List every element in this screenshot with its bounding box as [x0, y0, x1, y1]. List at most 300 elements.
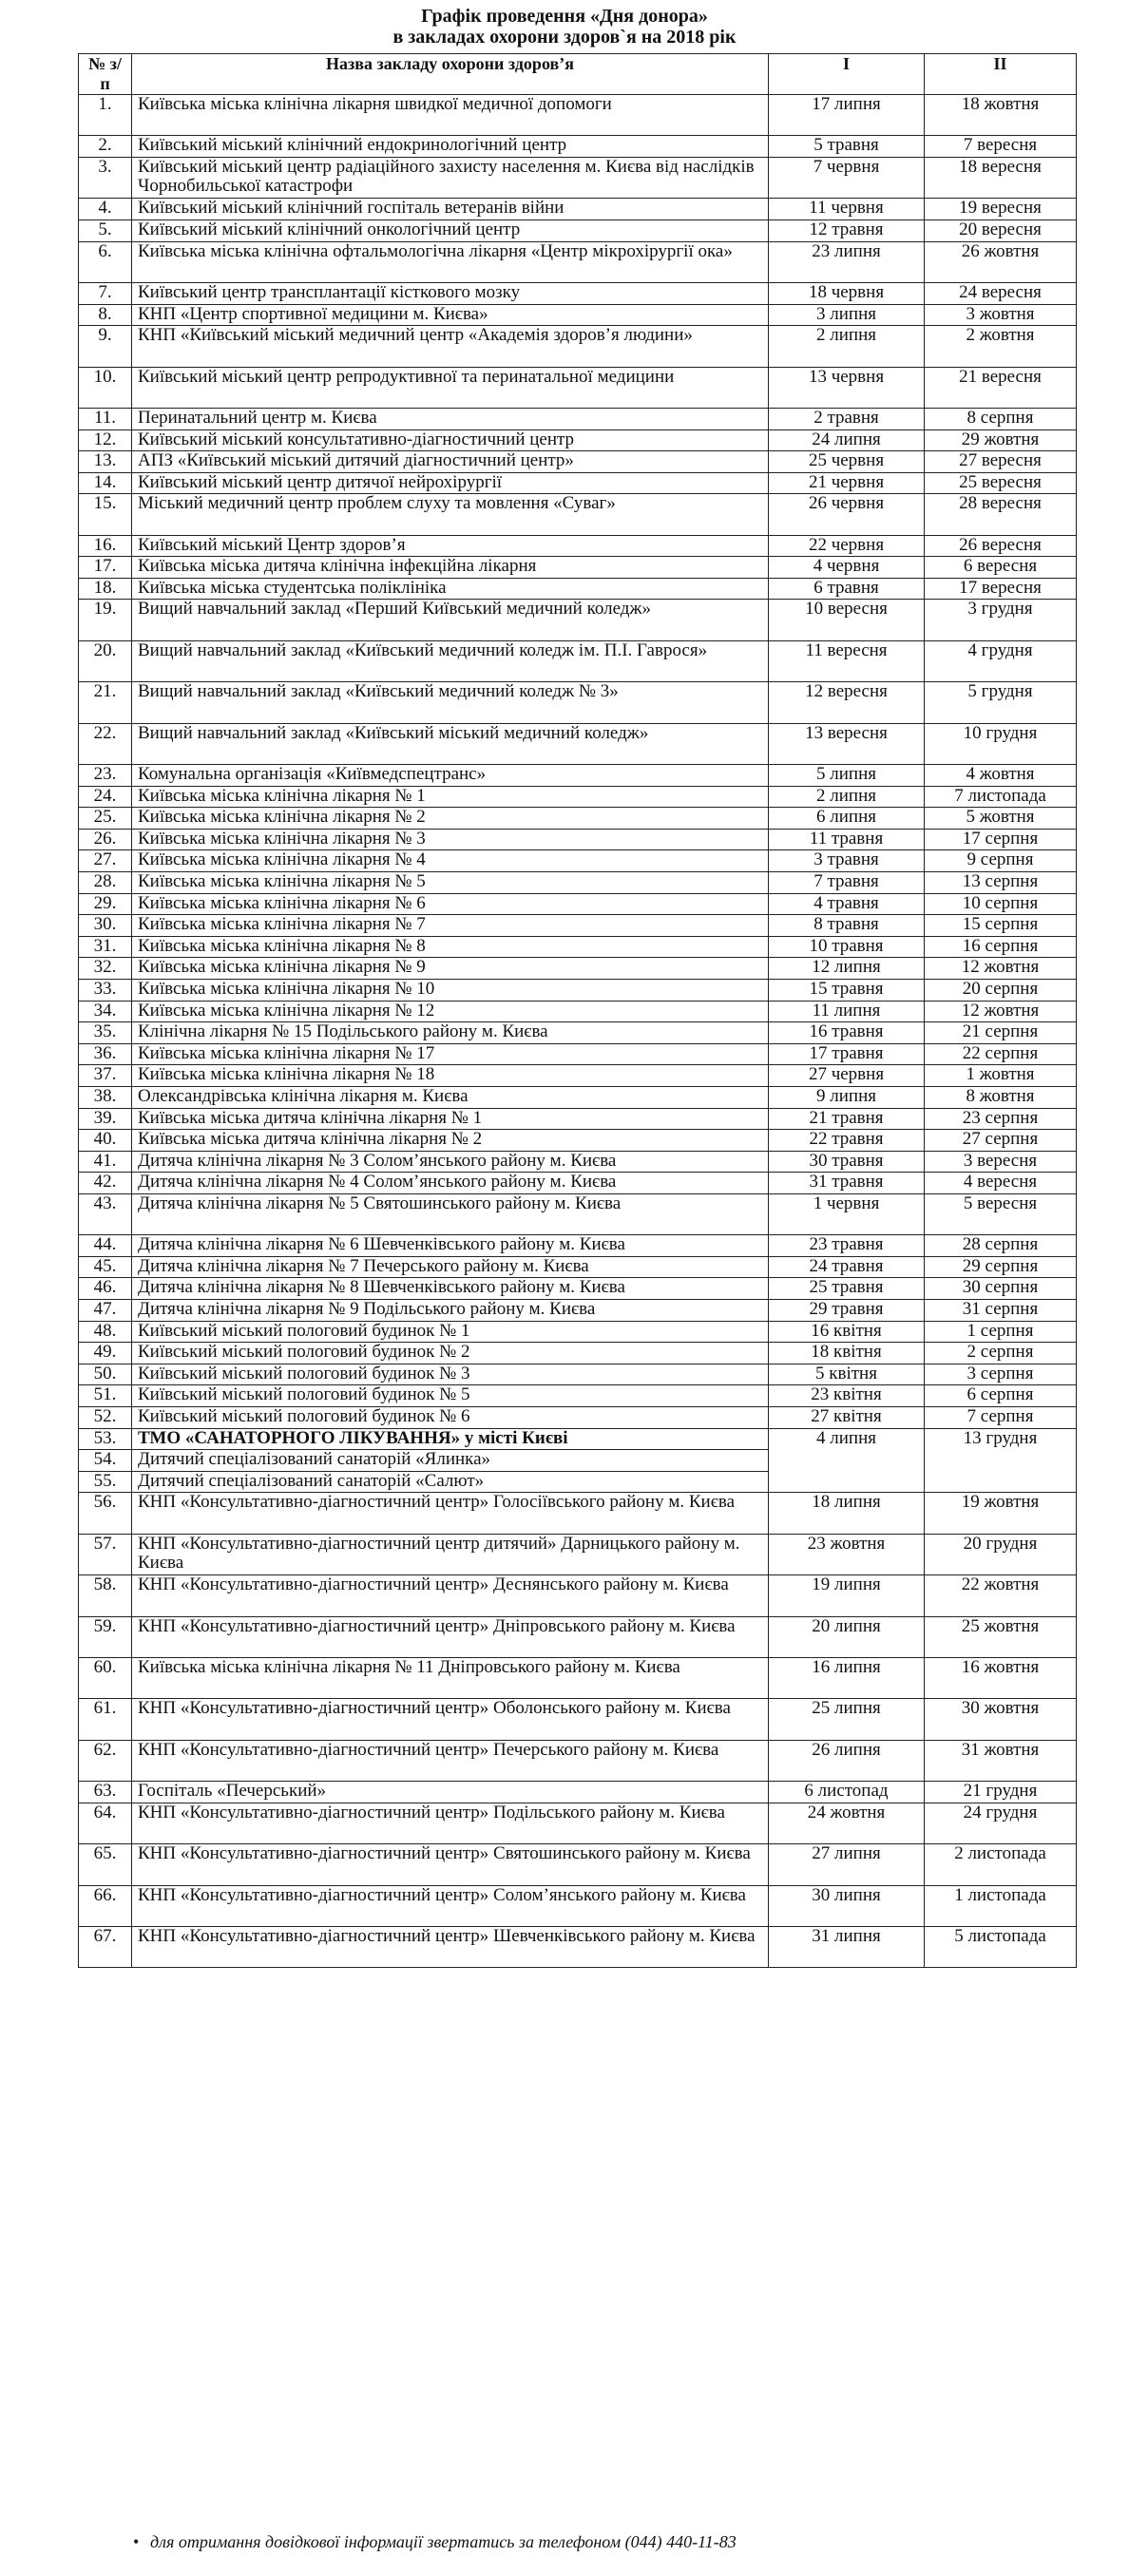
- institution-name: Київський міський клінічний госпіталь ветеранів війни: [132, 199, 769, 220]
- second-date: 5 листопада: [925, 1926, 1077, 1967]
- second-date: 15 серпня: [925, 915, 1077, 937]
- second-date: 18 вересня: [925, 157, 1077, 198]
- table-row: [79, 936, 1077, 958]
- table-header-row: [79, 54, 1077, 95]
- second-date: 7 вересня: [925, 136, 1077, 158]
- table-row: [79, 95, 1077, 136]
- table-row: [79, 682, 1077, 723]
- institution-name: КНП «Консультативно-діагностичний центр» Деснянського району м. Києва: [132, 1575, 769, 1616]
- second-date: 4 грудня: [925, 640, 1077, 681]
- donor-schedule-table: [78, 53, 1077, 1968]
- institution-name: Дитяча клінічна лікарня № 9 Подільського району м. Києва: [132, 1300, 769, 1322]
- title-line-1: Графік проведення «Дня донора»: [421, 6, 708, 27]
- first-date: 31 липня: [769, 1926, 925, 1967]
- first-date: 1 червня: [769, 1193, 925, 1234]
- row-number: 50.: [79, 1364, 132, 1385]
- table-row: [79, 1699, 1077, 1740]
- table-row: [79, 367, 1077, 408]
- second-date: 4 вересня: [925, 1173, 1077, 1194]
- row-number: 60.: [79, 1657, 132, 1698]
- institution-name: Дитяча клінічна лікарня № 3 Солом’янського району м. Києва: [132, 1151, 769, 1173]
- second-date: 25 жовтня: [925, 1616, 1077, 1657]
- table-row: [79, 915, 1077, 937]
- second-date: 2 жовтня: [925, 326, 1077, 367]
- table-row: [79, 640, 1077, 681]
- first-date: 3 липня: [769, 304, 925, 326]
- institution-name: КНП «Консультативно-діагностичний центр» Святошинського району м. Києва: [132, 1844, 769, 1885]
- table-row: [79, 1782, 1077, 1803]
- institution-name: Київський міський пологовий будинок № 6: [132, 1407, 769, 1429]
- second-date: 3 грудня: [925, 600, 1077, 640]
- table-row: [79, 219, 1077, 241]
- table-row: [79, 1001, 1077, 1022]
- institution-name: Київський центр трансплантації кісткового мозку: [132, 282, 769, 304]
- table-row: [79, 1343, 1077, 1364]
- table-row: [79, 535, 1077, 557]
- institution-name: Київська міська клінічна лікарня № 17: [132, 1043, 769, 1065]
- row-number: 37.: [79, 1065, 132, 1087]
- first-date: 20 липня: [769, 1616, 925, 1657]
- footnote: [133, 2531, 1083, 2552]
- row-number: 17.: [79, 557, 132, 579]
- row-number: 52.: [79, 1407, 132, 1429]
- second-date: 16 жовтня: [925, 1657, 1077, 1698]
- second-date: 12 жовтня: [925, 958, 1077, 980]
- second-date: 17 вересня: [925, 578, 1077, 600]
- first-date: 21 травня: [769, 1108, 925, 1130]
- institution-name: Київська міська клінічна лікарня № 1: [132, 786, 769, 808]
- row-number: 22.: [79, 723, 132, 764]
- second-date: 1 жовтня: [925, 1065, 1077, 1087]
- table-row: [79, 1065, 1077, 1087]
- second-date: 28 вересня: [925, 494, 1077, 535]
- first-date: 5 липня: [769, 765, 925, 787]
- first-date: 23 липня: [769, 241, 925, 282]
- second-date: 22 серпня: [925, 1043, 1077, 1065]
- second-date: 29 жовтня: [925, 429, 1077, 451]
- second-date: 31 жовтня: [925, 1740, 1077, 1781]
- first-date: 4 липня: [769, 1428, 925, 1493]
- table-row: [79, 136, 1077, 158]
- row-number: 6.: [79, 241, 132, 282]
- table-row: [79, 1493, 1077, 1534]
- table-row: [79, 1256, 1077, 1278]
- institution-name: Київська міська клінічна лікарня № 5: [132, 872, 769, 894]
- table-row: [79, 1616, 1077, 1657]
- table-row: [79, 1575, 1077, 1616]
- row-number: 8.: [79, 304, 132, 326]
- second-date: 6 вересня: [925, 557, 1077, 579]
- first-date: 11 травня: [769, 829, 925, 850]
- row-number: 65.: [79, 1844, 132, 1885]
- first-date: 18 квітня: [769, 1343, 925, 1364]
- table-row: [79, 1803, 1077, 1843]
- row-number: 29.: [79, 893, 132, 915]
- second-date: 21 вересня: [925, 367, 1077, 408]
- first-date: 15 травня: [769, 979, 925, 1001]
- first-date: 30 липня: [769, 1885, 925, 1926]
- institution-name: Київський міський центр дитячої нейрохірургії: [132, 472, 769, 494]
- institution-name: КНП «Центр спортивної медицини м. Києва»: [132, 304, 769, 326]
- first-date: 11 липня: [769, 1001, 925, 1022]
- table-row: [79, 241, 1077, 282]
- institution-name: Київський міський Центр здоров’я: [132, 535, 769, 557]
- second-date: 3 жовтня: [925, 304, 1077, 326]
- table-row: [79, 1086, 1077, 1108]
- first-date: 23 квітня: [769, 1385, 925, 1407]
- first-date: 5 травня: [769, 136, 925, 158]
- table-row: [79, 723, 1077, 764]
- row-number: 61.: [79, 1699, 132, 1740]
- second-date: 20 серпня: [925, 979, 1077, 1001]
- first-date: 12 вересня: [769, 682, 925, 723]
- institution-name: Київська міська клінічна лікарня № 18: [132, 1065, 769, 1087]
- table-row: [79, 199, 1077, 220]
- first-date: 8 травня: [769, 915, 925, 937]
- table-row: [79, 765, 1077, 787]
- document-title: [0, 6, 1129, 48]
- first-date: 10 вересня: [769, 600, 925, 640]
- row-number: 28.: [79, 872, 132, 894]
- footnote-text: для отримання довідкової інформації звертатись за телефоном (044) 440-11-83: [150, 2532, 737, 2551]
- institution-name: Міський медичний центр проблем слуху та мовлення «Суваг»: [132, 494, 769, 535]
- institution-name: Дитяча клінічна лікарня № 7 Печерського району м. Києва: [132, 1256, 769, 1278]
- institution-name: Київська міська клінічна лікарня № 12: [132, 1001, 769, 1022]
- institution-name: Київський міський пологовий будинок № 3: [132, 1364, 769, 1385]
- row-number: 48.: [79, 1321, 132, 1343]
- second-date: 5 грудня: [925, 682, 1077, 723]
- institution-name: Дитяча клінічна лікарня № 8 Шевченківського району м. Києва: [132, 1278, 769, 1300]
- institution-name: КНП «Консультативно-діагностичний центр» Дніпровського району м. Києва: [132, 1616, 769, 1657]
- table-row: [79, 451, 1077, 473]
- row-number: 11.: [79, 408, 132, 429]
- second-date: 16 серпня: [925, 936, 1077, 958]
- institution-name: Олександрівська клінічна лікарня м. Києва: [132, 1086, 769, 1108]
- first-date: 3 травня: [769, 850, 925, 872]
- second-date: 12 жовтня: [925, 1001, 1077, 1022]
- institution-name: Київська міська клінічна лікарня № 6: [132, 893, 769, 915]
- row-number: 5.: [79, 219, 132, 241]
- row-number: 44.: [79, 1235, 132, 1257]
- second-date: 8 жовтня: [925, 1086, 1077, 1108]
- row-number: 1.: [79, 95, 132, 136]
- second-date: 31 серпня: [925, 1300, 1077, 1322]
- second-date: 22 жовтня: [925, 1575, 1077, 1616]
- second-date: 13 серпня: [925, 872, 1077, 894]
- second-date: 24 вересня: [925, 282, 1077, 304]
- second-date: 10 серпня: [925, 893, 1077, 915]
- second-date: 30 серпня: [925, 1278, 1077, 1300]
- row-number: 4.: [79, 199, 132, 220]
- table-row: [79, 429, 1077, 451]
- table-row: [79, 979, 1077, 1001]
- row-number: 49.: [79, 1343, 132, 1364]
- row-number: 63.: [79, 1782, 132, 1803]
- row-number: 15.: [79, 494, 132, 535]
- institution-name: Комунальна організація «Київмедспецтранс»: [132, 765, 769, 787]
- row-number: 46.: [79, 1278, 132, 1300]
- institution-name: Київський міський клінічний ендокринологічний центр: [132, 136, 769, 158]
- second-date: 27 серпня: [925, 1130, 1077, 1152]
- first-date: 4 травня: [769, 893, 925, 915]
- table-row: [79, 408, 1077, 429]
- row-number: 16.: [79, 535, 132, 557]
- institution-name: Київський міський клінічний онкологічний центр: [132, 219, 769, 241]
- first-date: 18 червня: [769, 282, 925, 304]
- second-date: 20 грудня: [925, 1534, 1077, 1574]
- first-date: 6 травня: [769, 578, 925, 600]
- second-date: 17 серпня: [925, 829, 1077, 850]
- second-date: 3 вересня: [925, 1151, 1077, 1173]
- row-number: 27.: [79, 850, 132, 872]
- table-row: [79, 1885, 1077, 1926]
- first-date: 11 червня: [769, 199, 925, 220]
- first-date: 5 квітня: [769, 1364, 925, 1385]
- institution-name: КНП «Консультативно-діагностичний центр дитячий» Дарницького району м. Києва: [132, 1534, 769, 1574]
- row-number: 47.: [79, 1300, 132, 1322]
- header-first-date: I: [769, 54, 925, 95]
- first-date: 16 квітня: [769, 1321, 925, 1343]
- row-number: 59.: [79, 1616, 132, 1657]
- first-date: 10 травня: [769, 936, 925, 958]
- row-number: 51.: [79, 1385, 132, 1407]
- first-date: 2 травня: [769, 408, 925, 429]
- row-number: 56.: [79, 1493, 132, 1534]
- table-row: [79, 282, 1077, 304]
- institution-name: Київський міський пологовий будинок № 1: [132, 1321, 769, 1343]
- first-date: 30 травня: [769, 1151, 925, 1173]
- second-date: 30 жовтня: [925, 1699, 1077, 1740]
- row-number: 36.: [79, 1043, 132, 1065]
- second-date: 1 листопада: [925, 1885, 1077, 1926]
- first-date: 25 червня: [769, 451, 925, 473]
- table-row: [79, 958, 1077, 980]
- row-number: 19.: [79, 600, 132, 640]
- first-date: 4 червня: [769, 557, 925, 579]
- header-number: № з/п: [79, 54, 132, 95]
- first-date: 11 вересня: [769, 640, 925, 681]
- table-row: [79, 472, 1077, 494]
- row-number: 33.: [79, 979, 132, 1001]
- first-date: 23 жовтня: [769, 1534, 925, 1574]
- institution-name: Вищий навчальний заклад «Перший Київський медичний коледж»: [132, 600, 769, 640]
- table-row: [79, 557, 1077, 579]
- second-date: 5 жовтня: [925, 808, 1077, 830]
- row-number: 57.: [79, 1534, 132, 1574]
- row-number: 42.: [79, 1173, 132, 1194]
- institution-name: КНП «Консультативно-діагностичний центр» Солом’янського району м. Києва: [132, 1885, 769, 1926]
- institution-name: КНП «Консультативно-діагностичний центр» Печерського району м. Києва: [132, 1740, 769, 1781]
- first-date: 12 липня: [769, 958, 925, 980]
- institution-name: Київський міський пологовий будинок № 5: [132, 1385, 769, 1407]
- row-number: 12.: [79, 429, 132, 451]
- institution-name: Київська міська студентська поліклініка: [132, 578, 769, 600]
- second-date: 19 жовтня: [925, 1493, 1077, 1534]
- first-date: 26 червня: [769, 494, 925, 535]
- second-date: 3 серпня: [925, 1364, 1077, 1385]
- first-date: 27 червня: [769, 1065, 925, 1087]
- first-date: 18 липня: [769, 1493, 925, 1534]
- header-second-date: II: [925, 54, 1077, 95]
- first-date: 29 травня: [769, 1300, 925, 1322]
- row-number: 62.: [79, 1740, 132, 1781]
- institution-name: Дитяча клінічна лікарня № 5 Святошинського району м. Києва: [132, 1193, 769, 1234]
- table-row: [79, 494, 1077, 535]
- first-date: 22 травня: [769, 1130, 925, 1152]
- institution-name: КНП «Консультативно-діагностичний центр» Оболонського району м. Києва: [132, 1699, 769, 1740]
- institution-name: Київська міська клінічна лікарня швидкої медичної допомоги: [132, 95, 769, 136]
- first-date: 7 червня: [769, 157, 925, 198]
- row-number: 45.: [79, 1256, 132, 1278]
- first-date: 27 квітня: [769, 1407, 925, 1429]
- institution-name: Вищий навчальний заклад «Київський міський медичний коледж»: [132, 723, 769, 764]
- second-date: 26 вересня: [925, 535, 1077, 557]
- institution-name: Клінічна лікарня № 15 Подільського району м. Києва: [132, 1022, 769, 1044]
- row-number: 67.: [79, 1926, 132, 1967]
- institution-name: КНП «Консультативно-діагностичний центр» Подільського району м. Києва: [132, 1803, 769, 1843]
- table-row: [79, 1657, 1077, 1698]
- second-date: 18 жовтня: [925, 95, 1077, 136]
- table-row: [79, 1385, 1077, 1407]
- row-number: 53.: [79, 1428, 132, 1450]
- institution-name: КНП «Консультативно-діагностичний центр» Голосіївського району м. Києва: [132, 1493, 769, 1534]
- row-number: 20.: [79, 640, 132, 681]
- first-date: 2 липня: [769, 786, 925, 808]
- second-date: 24 грудня: [925, 1803, 1077, 1843]
- table-row: [79, 850, 1077, 872]
- first-date: 25 липня: [769, 1699, 925, 1740]
- first-date: 6 листопад: [769, 1782, 925, 1803]
- second-date: 20 вересня: [925, 219, 1077, 241]
- first-date: 16 липня: [769, 1657, 925, 1698]
- institution-name: Київська міська клінічна офтальмологічна лікарня «Центр мікрохірургії ока»: [132, 241, 769, 282]
- institution-name: Київський міський центр репродуктивної та перинатальної медицини: [132, 367, 769, 408]
- table-row: [79, 1321, 1077, 1343]
- row-number: 7.: [79, 282, 132, 304]
- table-row: [79, 1278, 1077, 1300]
- row-number: 54.: [79, 1450, 132, 1472]
- table-row: [79, 1428, 1077, 1450]
- table-row: [79, 1022, 1077, 1044]
- title-line-2: в закладах охорони здоров`я на 2018 рік: [392, 27, 737, 48]
- institution-name: Київська міська клінічна лікарня № 2: [132, 808, 769, 830]
- second-date: 28 серпня: [925, 1235, 1077, 1257]
- first-date: 27 липня: [769, 1844, 925, 1885]
- first-date: 7 травня: [769, 872, 925, 894]
- institution-name: АПЗ «Київський міський дитячий діагностичний центр»: [132, 451, 769, 473]
- table-row: [79, 872, 1077, 894]
- first-date: 17 липня: [769, 95, 925, 136]
- table-row: [79, 1534, 1077, 1574]
- second-date: 7 серпня: [925, 1407, 1077, 1429]
- second-date: 4 жовтня: [925, 765, 1077, 787]
- bullet-icon: •: [133, 2532, 140, 2551]
- second-date: 9 серпня: [925, 850, 1077, 872]
- row-number: 38.: [79, 1086, 132, 1108]
- row-number: 23.: [79, 765, 132, 787]
- institution-name: Вищий навчальний заклад «Київський медичний коледж ім. П.І. Гаврося»: [132, 640, 769, 681]
- row-number: 32.: [79, 958, 132, 980]
- table-row: [79, 1235, 1077, 1257]
- first-date: 23 травня: [769, 1235, 925, 1257]
- table-row: [79, 1130, 1077, 1152]
- institution-name: Київський міський пологовий будинок № 2: [132, 1343, 769, 1364]
- first-date: 24 липня: [769, 429, 925, 451]
- row-number: 24.: [79, 786, 132, 808]
- institution-name: Київська міська дитяча клінічна лікарня № 2: [132, 1130, 769, 1152]
- first-date: 24 жовтня: [769, 1803, 925, 1843]
- institution-name: Київська міська клінічна лікарня № 9: [132, 958, 769, 980]
- header-institution-name: Назва закладу охорони здоров’я: [132, 54, 769, 95]
- second-date: 29 серпня: [925, 1256, 1077, 1278]
- second-date: 5 вересня: [925, 1193, 1077, 1234]
- first-date: 21 червня: [769, 472, 925, 494]
- row-number: 21.: [79, 682, 132, 723]
- second-date: 23 серпня: [925, 1108, 1077, 1130]
- second-date: 13 грудня: [925, 1428, 1077, 1493]
- second-date: 2 серпня: [925, 1343, 1077, 1364]
- second-date: 19 вересня: [925, 199, 1077, 220]
- second-date: 25 вересня: [925, 472, 1077, 494]
- second-date: 26 жовтня: [925, 241, 1077, 282]
- first-date: 22 червня: [769, 535, 925, 557]
- institution-name: Київська міська клінічна лікарня № 11 Дніпровського району м. Києва: [132, 1657, 769, 1698]
- row-number: 25.: [79, 808, 132, 830]
- institution-name: Дитячий спеціалізований санаторій «Салют»: [132, 1471, 769, 1493]
- table-row: [79, 1193, 1077, 1234]
- row-number: 40.: [79, 1130, 132, 1152]
- institution-name: Дитяча клінічна лікарня № 4 Солом’янського району м. Києва: [132, 1173, 769, 1194]
- institution-name: Київська міська клінічна лікарня № 3: [132, 829, 769, 850]
- table-body: [79, 95, 1077, 1968]
- institution-name: Київська міська клінічна лікарня № 7: [132, 915, 769, 937]
- institution-name: Київська міська клінічна лікарня № 10: [132, 979, 769, 1001]
- institution-name: Госпіталь «Печерський»: [132, 1782, 769, 1803]
- second-date: 10 грудня: [925, 723, 1077, 764]
- table-row: [79, 829, 1077, 850]
- table-row: [79, 1043, 1077, 1065]
- institution-name: Київська міська дитяча клінічна лікарня № 1: [132, 1108, 769, 1130]
- row-number: 9.: [79, 326, 132, 367]
- table-row: [79, 304, 1077, 326]
- second-date: 2 листопада: [925, 1844, 1077, 1885]
- first-date: 24 травня: [769, 1256, 925, 1278]
- second-date: 1 серпня: [925, 1321, 1077, 1343]
- row-number: 34.: [79, 1001, 132, 1022]
- row-number: 10.: [79, 367, 132, 408]
- row-number: 64.: [79, 1803, 132, 1843]
- institution-name: Вищий навчальний заклад «Київський медичний коледж № 3»: [132, 682, 769, 723]
- table-row: [79, 1151, 1077, 1173]
- table-row: [79, 600, 1077, 640]
- table-row: [79, 326, 1077, 367]
- institution-name: КНП «Київський міський медичний центр «Академія здоров’я людини»: [132, 326, 769, 367]
- institution-name: Київська міська клінічна лікарня № 8: [132, 936, 769, 958]
- row-number: 43.: [79, 1193, 132, 1234]
- row-number: 18.: [79, 578, 132, 600]
- second-date: 7 листопада: [925, 786, 1077, 808]
- row-number: 2.: [79, 136, 132, 158]
- institution-name: Перинатальний центр м. Києва: [132, 408, 769, 429]
- row-number: 66.: [79, 1885, 132, 1926]
- table-row: [79, 786, 1077, 808]
- row-number: 58.: [79, 1575, 132, 1616]
- institution-name: Дитячий спеціалізований санаторій «Ялинка»: [132, 1450, 769, 1472]
- institution-name: Київський міський центр радіаційного захисту населення м. Києва від наслідків Чорнобильської катастрофи: [132, 157, 769, 198]
- first-date: 17 травня: [769, 1043, 925, 1065]
- row-number: 26.: [79, 829, 132, 850]
- institution-name: Дитяча клінічна лікарня № 6 Шевченківського району м. Києва: [132, 1235, 769, 1257]
